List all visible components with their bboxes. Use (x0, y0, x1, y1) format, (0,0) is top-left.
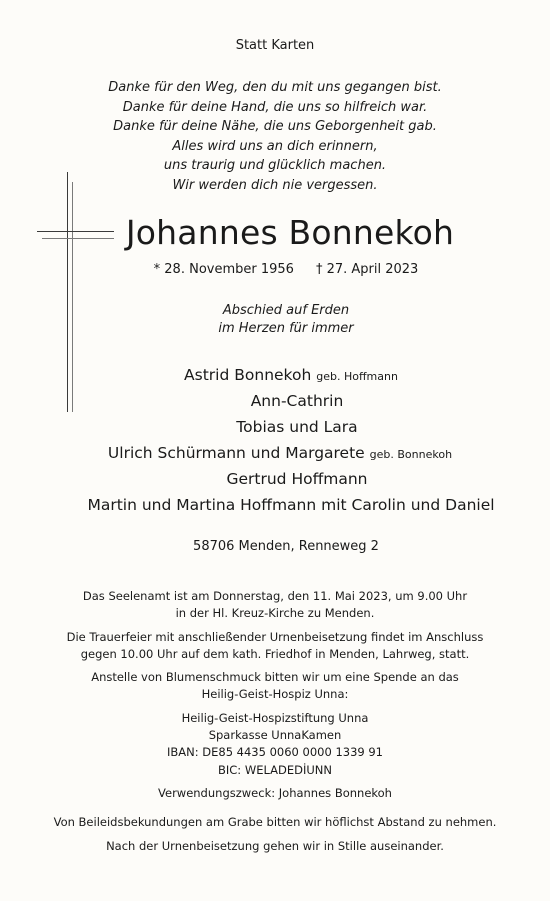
funeral-line: gegen 10.00 Uhr auf dem kath. Friedhof in Menden, Lahrweg, statt. (80, 646, 470, 661)
family-member: Ann-Cathrin (250, 392, 344, 410)
poem-line: Wir werden dich nie vergessen. (172, 177, 378, 193)
bank-line: Heilig-Geist-Hospizstiftung Unna (181, 710, 369, 725)
poem (0, 78, 550, 195)
poem-line: Danke für den Weg, den du mit uns gegangen bist. (108, 80, 442, 95)
birth-date: * 28. November 1956 (153, 262, 294, 277)
condolence-line: Von Beileidsbekundungen am Grabe bitten wir höflichst Abstand zu nehmen. (53, 815, 497, 830)
mass-line: in der Hl. Kreuz-Kirche zu Menden. (175, 606, 375, 621)
motto-line: im Herzen für immer (218, 321, 354, 336)
poem-line: Danke für deine Nähe, die uns Geborgenheit gab. (113, 119, 437, 134)
bank-line: BIC: WELADEDİUNN (217, 762, 332, 777)
family-member: Tobias und Lara (236, 418, 358, 436)
farewell-line: Nach der Urnenbeisetzung gehen wir in Stille auseinander. (106, 838, 444, 853)
funeral-line: Die Trauerfeier mit anschließender Urnenbeisetzung findet im Anschluss (66, 629, 484, 644)
family-member: Ulrich Schürmann und Margarete geb. Bonnekoh (107, 444, 453, 462)
deceased-name: Johannes Bonnekoh (125, 213, 455, 252)
address: 58706 Menden, Renneweg 2 (193, 539, 379, 554)
donation-line: Heilig-Geist-Hospiz Unna: (201, 687, 349, 702)
life-dates (22, 262, 550, 277)
family-member: Gertrud Hoffmann (226, 470, 368, 488)
service-info (0, 588, 550, 855)
motto (22, 302, 550, 338)
header-text: Statt Karten (235, 38, 315, 53)
poem-line: Danke für deine Hand, die uns so hilfreich war. (122, 99, 428, 115)
motto-line: Abschied auf Erden (222, 303, 350, 318)
family-member: Astrid Bonnekoh geb. Hoffmann (184, 366, 398, 384)
purpose-line: Verwendungszweck: Johannes Bonnekoh (158, 785, 392, 800)
mass-line: Das Seelenamt ist am Donnerstag, den 11. Mai 2023, um 9.00 Uhr (82, 589, 468, 603)
bank-line: Sparkasse UnnaKamen (208, 728, 342, 743)
death-date: † 27. April 2023 (315, 262, 419, 277)
family-list (0, 362, 550, 518)
poem-line: Alles wird uns an dich erinnern, (172, 138, 378, 154)
bank-line: IBAN: DE85 4435 0060 0000 1339 91 (166, 745, 383, 760)
family-member: Martin und Martina Hoffmann mit Carolin und Daniel (87, 496, 495, 514)
donation-line: Anstelle von Blumenschmuck bitten wir um eine Spende an das (91, 670, 459, 685)
poem-line: uns traurig und glücklich machen. (163, 158, 387, 173)
